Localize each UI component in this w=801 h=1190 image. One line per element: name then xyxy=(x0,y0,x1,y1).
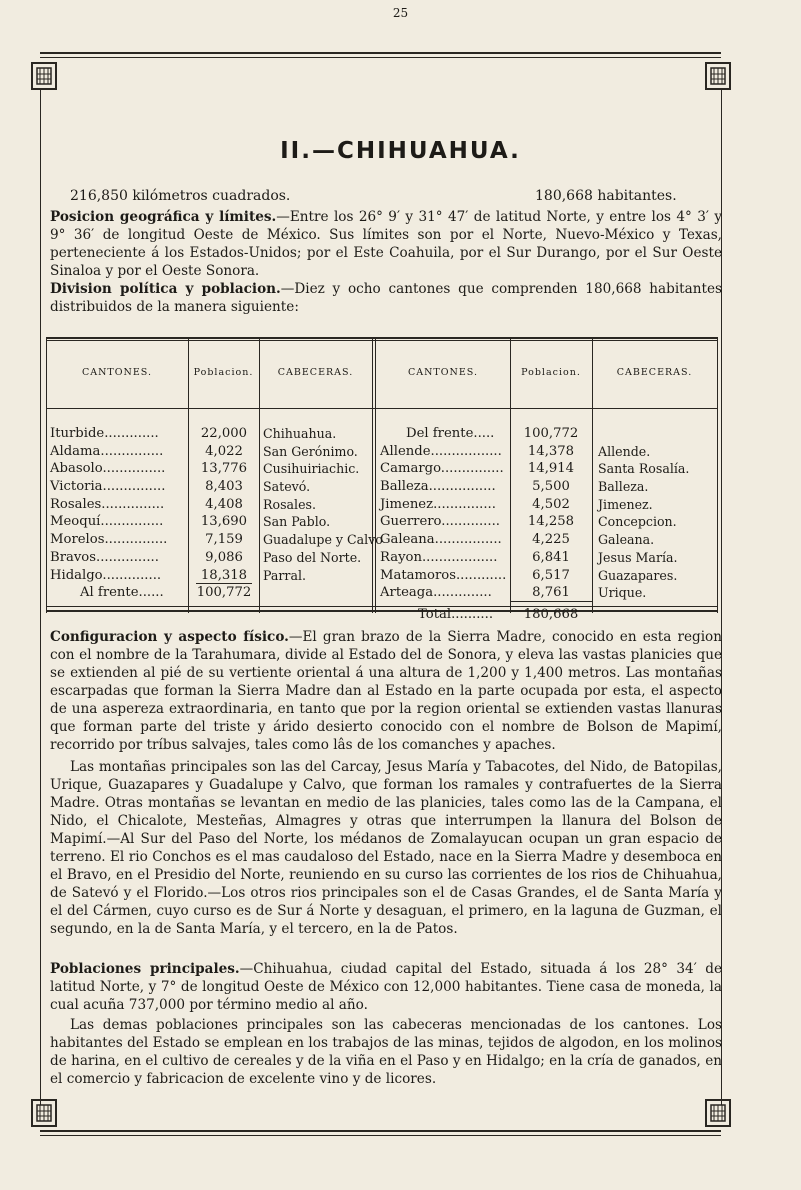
table-cell: Jesus María. xyxy=(598,549,678,565)
table-cell: 100,772 xyxy=(196,585,252,601)
frame-left-border xyxy=(40,90,41,1105)
table-cell: Parral. xyxy=(263,567,306,583)
table-cell: Balleza................ xyxy=(380,479,496,495)
table-cell: Bravos............... xyxy=(50,549,159,565)
table-cell: Allende................. xyxy=(380,443,502,459)
table-cell: Total.......... xyxy=(418,606,494,622)
table-cell: 5,500 xyxy=(532,479,570,495)
table-cell: Jimenez............... xyxy=(380,496,496,512)
table-cell: Satevó. xyxy=(263,479,311,495)
page-number: 25 xyxy=(392,6,409,20)
position-heading: Posicion geográfica y límites. xyxy=(50,209,277,225)
left-cabeceras-column xyxy=(263,425,383,584)
table-cell: Morelos............... xyxy=(50,532,168,548)
table-cell: 18,318 xyxy=(200,567,248,583)
area-text: 216,850 kilómetros cuadrados. xyxy=(70,188,291,204)
frame-top-border xyxy=(40,52,721,58)
table-cell: Chihuahua. xyxy=(263,426,337,441)
table-cell: Arteaga.............. xyxy=(380,585,492,601)
corner-ornament-icon xyxy=(26,53,64,97)
table-cell: 14,258 xyxy=(527,514,575,530)
table-cell: 6,841 xyxy=(532,549,570,565)
division-paragraph xyxy=(50,280,722,316)
table-cell: Rayon.................. xyxy=(380,549,498,565)
corner-ornament-icon xyxy=(700,53,738,97)
config-heading: Configuracion y aspecto físico. xyxy=(50,629,289,645)
population-text: 180,668 habitantes. xyxy=(535,188,677,204)
table-cell: Iturbide............. xyxy=(50,426,159,441)
poblaciones-text: —Chihuahua, ciudad capital del Estado, situada á los 28° 34′ de latitud Norte, y 7° de longitud Oeste de México con 12,000 habitantes. Tiene casa de moneda, la cual acuña 737,000 por término medio al año. xyxy=(50,961,722,1013)
table-cell: Aldama............... xyxy=(50,443,164,459)
position-text: —Entre los 26° 9′ y 31° 47′ de latitud Norte, y entre los 4° 3′ y 9° 36′ de longitud Oeste de México. Sus límites son por el Norte, Nuevo-México y Texas, perteneciente á los Estados-Unidos; por el Este Coahuila, por el Sur Durango, por el Sur Oeste Sinaloa y por el Oeste Sonora. xyxy=(50,209,722,279)
table-cell: Rosales............... xyxy=(50,496,165,512)
right-poblacion-column xyxy=(518,425,584,624)
page-title: II.—CHIHUAHUA. xyxy=(280,138,521,164)
table-cell: Abasolo............... xyxy=(50,461,166,477)
table-cell: 180,668 xyxy=(523,606,579,622)
division-text: —Diez y ocho cantones que comprenden 180,668 habitantes distribuidos de la manera siguiente: xyxy=(50,281,722,315)
poblaciones-heading: Poblaciones principales. xyxy=(50,961,240,977)
right-cabeceras-column xyxy=(598,425,716,602)
table-cell: Hidalgo.............. xyxy=(50,567,162,583)
table-cell: 14,378 xyxy=(527,443,575,459)
table-cell: Matamoros............ xyxy=(380,567,507,583)
table-cell: Guadalupe y Calvo xyxy=(263,532,383,548)
position-paragraph xyxy=(50,208,722,280)
table-cell: Cusihuiriachic. xyxy=(263,461,360,477)
table-cell: San Gerónimo. xyxy=(263,443,358,459)
header-cabeceras: CABECERAS. xyxy=(616,367,693,378)
right-cantones-column xyxy=(380,425,508,624)
table-cell: Allende. xyxy=(598,443,651,459)
table-cell: Camargo............... xyxy=(380,461,504,477)
table-cell: 22,000 xyxy=(200,426,248,441)
table-cell: 14,914 xyxy=(527,461,575,477)
table-cell: Urique. xyxy=(598,585,647,601)
corner-ornament-icon xyxy=(26,1092,64,1136)
table-cell: Rosales. xyxy=(263,496,316,512)
header-poblacion: Poblacion. xyxy=(521,367,581,378)
table-cell: Concepcion. xyxy=(598,514,677,530)
table-cell: Victoria............... xyxy=(50,479,166,495)
table-cell: Galeana. xyxy=(598,532,655,548)
config-paragraph xyxy=(50,628,722,754)
header-cantones: CANTONES. xyxy=(407,367,478,378)
table-cell: 7,159 xyxy=(205,532,243,548)
table-cell: 4,225 xyxy=(532,532,570,548)
table-cell: 13,776 xyxy=(200,461,248,477)
header-cantones: CANTONES. xyxy=(81,367,152,378)
table-cell: Galeana................ xyxy=(380,532,502,548)
table-cell: 8,761 xyxy=(532,585,570,601)
table-cell: Santa Rosalía. xyxy=(598,461,690,477)
table-cell: 100,772 xyxy=(523,426,579,441)
frame-bottom-border xyxy=(40,1130,721,1136)
table-cell: Paso del Norte. xyxy=(263,549,362,565)
economy-paragraph: Las demas poblaciones principales son las cabeceras mencionadas de los cantones. Los habitantes del Estado se emplean en los trabajos de las minas, tejidos de algodon, en los molinos de harina, en el cultivo de cereales y de la viña en el Paso y en Hidalgo; en la cría de ganados, en el comercio y fabricacion de excelente vino y de licores. xyxy=(50,1017,722,1087)
table-cell: 8,403 xyxy=(205,479,243,495)
poblaciones-paragraph xyxy=(50,960,722,1014)
table-cell: 4,022 xyxy=(205,443,243,459)
table-cell: 6,517 xyxy=(532,567,570,583)
mountains-paragraph: Las montañas principales son las del Carcay, Jesus María y Tabacotes, del Nido, de Batopilas, Urique, Guazapares y Guadalupe y Calvo, que forman los ramales y contrafuertes de la Sierra Madre. Otras montañas se levantan en medio de las planicies, tales como las de la Campana, el Nido, el Chicalote, Mesteñas, Almagres y otras que interrumpen la llanura del Bolson de Mapimí.—Al Sur del Paso del Norte, los médanos de Zomalayucan ocupan un gran espacio de terreno. El rio Conchos es el mas caudaloso del Estado, nace en la Sierra Madre y desemboca en el Bravo, en el Presidio del Norte, reuniendo en su curso las corrientes de los rios de Chihuahua, de Satevó y el Florido.—Los otros rios principales son el de Casas Grandes, el de Santa María y el del Cármen, cuyo curso es de Sur á Norte y desaguan, el primero, en la laguna de Guzman, el segundo, en la de Santa María, y el tercero, en la de Patos. xyxy=(50,759,722,937)
table-cell: 4,408 xyxy=(205,496,243,512)
left-poblacion-column xyxy=(196,425,252,602)
table-cell: Del frente..... xyxy=(406,426,495,441)
table-cell: Al frente...... xyxy=(80,585,164,601)
table-cell: 9,086 xyxy=(205,549,243,565)
table-cell: Guazapares. xyxy=(598,567,678,583)
header-poblacion: Poblacion. xyxy=(193,367,254,378)
left-cantones-column xyxy=(50,425,186,602)
division-heading: Division política y poblacion. xyxy=(50,281,281,297)
table-cell: Guerrero.............. xyxy=(380,514,500,530)
table-cell: 4,502 xyxy=(532,496,570,512)
table-cell: Jimenez. xyxy=(598,496,653,512)
table-cell: Meoquí............... xyxy=(50,514,164,530)
table-cell: 13,690 xyxy=(200,514,248,530)
corner-ornament-icon xyxy=(700,1092,738,1136)
table-cell: San Pablo. xyxy=(263,514,331,530)
cantones-table xyxy=(46,337,718,622)
config-text: —El gran brazo de la Sierra Madre, conocido en esta region con el nombre de la Tarahumara, divide al Estado del de Sonora, y eleva las vastas planicies que se extienden al pié de su vertiente oriental á una altura de 1,200 y 1,400 metros. Las montañas escarpadas que forman la Sierra Madre dan al Estado en la parte ocupada por esta, el aspecto de una aspereza extraordinaria, en tanto que por la region oriental se extienden vastas llanuras que forman parte del triste y árido desierto conocido con el nombre de Bolson de Mapimí, recorrido por tríbus salvajes, tales como lâs de los comanches y apaches. xyxy=(50,629,722,753)
table-cell xyxy=(598,425,716,443)
table-cell: Balleza. xyxy=(598,479,649,495)
header-cabeceras: CABECERAS. xyxy=(277,367,354,378)
